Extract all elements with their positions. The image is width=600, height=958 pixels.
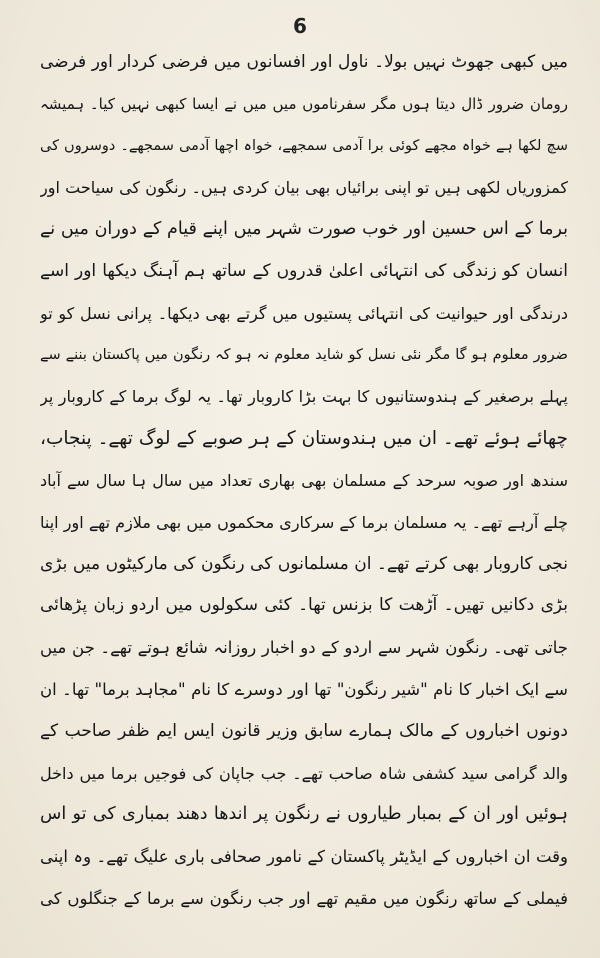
text-line: کمزوریاں لکھی ہیں تو اپنی برائیاں بھی بیان کردی ہیں۔ رنگون کی سیاحت اور xyxy=(40,178,568,198)
body-text xyxy=(40,42,568,920)
text-line: انسان کو زندگی کی انتہائی اعلیٰ قدروں کے ساتھ ہم آہنگ دیکھا اور اسے xyxy=(40,260,568,281)
text-line: سے ایک اخبار کا نام "شیر رنگون" تھا اور دوسرے کا نام "مجاہد برما" تھا۔ ان xyxy=(40,679,568,699)
text-line: جاتی تھی۔ رنگون شہر سے اردو کے دو اخبار روزانہ شائع ہوتے تھے۔ جن میں xyxy=(40,638,568,658)
text-line: نجی کاروبار بھی کرتے تھے۔ ان مسلمانوں کی رنگون کی مارکیٹوں میں بڑی xyxy=(40,553,568,574)
text-line: درندگی اور حیوانیت کی انتہائی پستیوں میں گرتے بھی دیکھا۔ پرانی نسل کو تو xyxy=(40,303,568,323)
text-line: سچ لکھا ہے خواہ مجھے کوئی برا آدمی سمجھے، خواہ اچھا آدمی سمجھے۔ دوسروں کی xyxy=(40,137,568,154)
text-line: ضرور معلوم ہو گا مگر نئی نسل کو شاید معلوم نہ ہو کہ رنگون میں پاکستان بننے سے xyxy=(40,346,568,363)
text-line: والد گرامی سید کشفی شاہ صاحب تھے۔ جب جاپان کی فوجیں برما میں داخل xyxy=(40,763,568,783)
text-line: وقت ان اخباروں کے ایڈیٹر پاکستان کے نامور صحافی باری علیگ تھے۔ وہ اپنی xyxy=(40,847,568,867)
text-line: برما کے اس حسین اور خوب صورت شہر میں اپنے قیام کے دوران میں نے xyxy=(40,219,568,240)
text-line: میں کبھی جھوٹ نہیں بولا۔ ناول اور افسانوں میں فرضی کردار اور فرضی xyxy=(40,52,568,72)
text-line: سندھ اور صوبہ سرحد کے مسلمان بھی بھاری تعداد میں سال ہا سال سے آباد xyxy=(40,470,568,490)
page-number: 6 xyxy=(293,14,307,38)
text-line: بڑی دکانیں تھیں۔ آڑھت کا بزنس تھا۔ کئی سکولوں میں اردو زبان پڑھائی xyxy=(40,595,568,616)
text-line: فیملی کے ساتھ رنگون میں مقیم تھے اور جب رنگون سے برما کے جنگلوں کی xyxy=(40,888,568,908)
text-line: ہوئیں اور ان کے بمبار طیاروں نے رنگون پر اندھا دھند بمباری کی تو اس xyxy=(40,804,568,825)
text-line: پہلے برصغیر کے ہندوستانیوں کا بہت بڑا کاروبار تھا۔ یہ لوگ برما کے کاروبار پر xyxy=(40,387,568,407)
text-line: چلے آرہے تھے۔ یہ مسلمان برما کے سرکاری محکموں میں بھی ملازم تھے اور اپنا xyxy=(40,512,568,532)
text-line: دونوں اخباروں کے مالک ہمارے سابق وزیر قانون ایس ایم ظفر صاحب کے xyxy=(40,720,568,741)
text-line: رومان ضرور ڈال دیتا ہوں مگر سفرناموں میں میں نے ایسا کبھی نہیں کیا۔ ہمیشہ xyxy=(40,94,568,113)
text-line: چھائے ہوئے تھے۔ ان میں ہندوستان کے ہر صوبے کے لوگ تھے۔ پنجاب، xyxy=(40,428,568,450)
